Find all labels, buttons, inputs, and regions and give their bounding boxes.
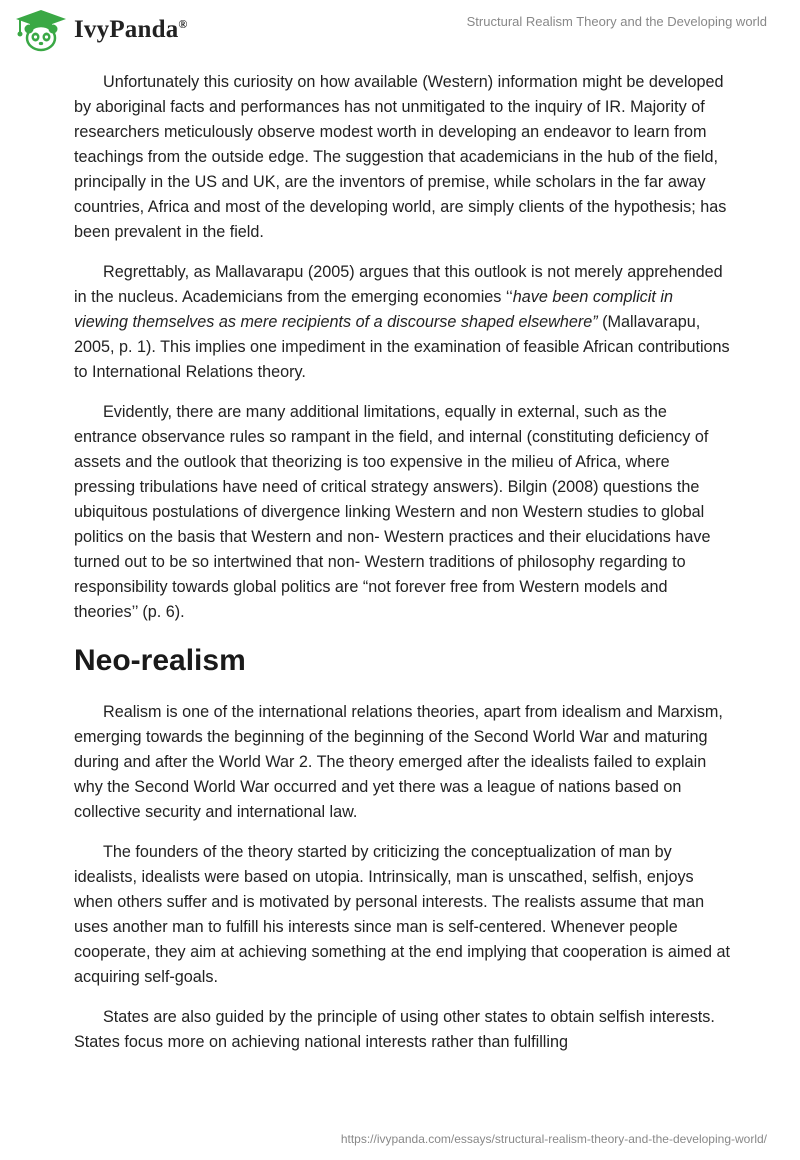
page-header	[0, 0, 800, 60]
essay-body	[74, 70, 730, 1070]
source-url-link[interactable]: https://ivypanda.com/essays/structural-realism-theory-and-the-developing-world/	[340, 1132, 767, 1146]
paragraph: Unfortunately this curiosity on how available (Western) information might be developed by aboriginal facts and performances has not unmitigated to the inquiry of IR. Majority of researchers meticulously observe modest worth in developing an endeavor to learn from teachings from the outside edge. The suggestion that academicians in the hub of the field, principally in the US and UK, are the inventors of premise, while scholars in the far away countries, Africa and most of the developing world, are simply clients of the hypothesis; has been prevalent in the field.	[74, 73, 727, 241]
paragraph: The founders of the theory started by criticizing the conceptualization of man by idealists, idealists were based on utopia. Intrinsically, man is unscathed, selfish, enjoys when others suffer and is motivated by personal interests. The realists assume that man uses another man to fulfill his interests since man is self-centered. Whenever people cooperate, they aim at achieving something at the end implying that cooperation is aimed at acquiring self-goals.	[74, 843, 730, 986]
brand-name: IvyPanda®	[74, 16, 188, 43]
brand-logo[interactable]	[14, 8, 188, 52]
paragraph: Regrettably, as Mallavarapu (2005) argues that this outlook is not merely apprehended in the nucleus. Academicians from the emerging economies ‘‘have been complicit in viewing themselves as mere recipients of a discourse shaped elsewhere” (Mallavarapu, 2005, p. 1). This implies one impediment in the examination of feasible African contributions to International Relations theory.	[74, 263, 730, 381]
quotation: have been complicit in viewing themselves as mere recipients of a discourse shaped elsewhere”	[74, 288, 673, 331]
paragraph: States are also guided by the principle of using other states to obtain selfish interests. States focus more on achieving national interests rather than fulfilling	[74, 1008, 715, 1051]
panda-graduate-icon	[14, 8, 68, 52]
paragraph: Evidently, there are many additional limitations, equally in external, such as the entrance observance rules so rampant in the field, and internal (constituting deficiency of assets and the outlook that theorizing is too expensive in the milieu of Africa, where pressing tribulations have need of critical strategy answers). Bilgin (2008) questions the ubiquitous postulations of divergence linking Western and non Western studies to global politics on the basis that Western and non- Western practices and their elucidations have turned out to be so intertwined that non- Western traditions of philosophy regarding to responsibility towards global politics are “not forever free from Western models and theories’’ (p. 6).	[74, 403, 711, 621]
section-heading: Neo-realism	[74, 644, 246, 677]
document-title: Structural Realism Theory and the Developing world	[466, 14, 767, 29]
paragraph: Realism is one of the international relations theories, apart from idealism and Marxism, emerging towards the beginning of the beginning of the Second World War and maturing during and after the World War 2. The theory emerged after the idealists failed to explain why the Second World War occurred and yet there was a league of nations based on collective security and international law.	[74, 703, 723, 821]
